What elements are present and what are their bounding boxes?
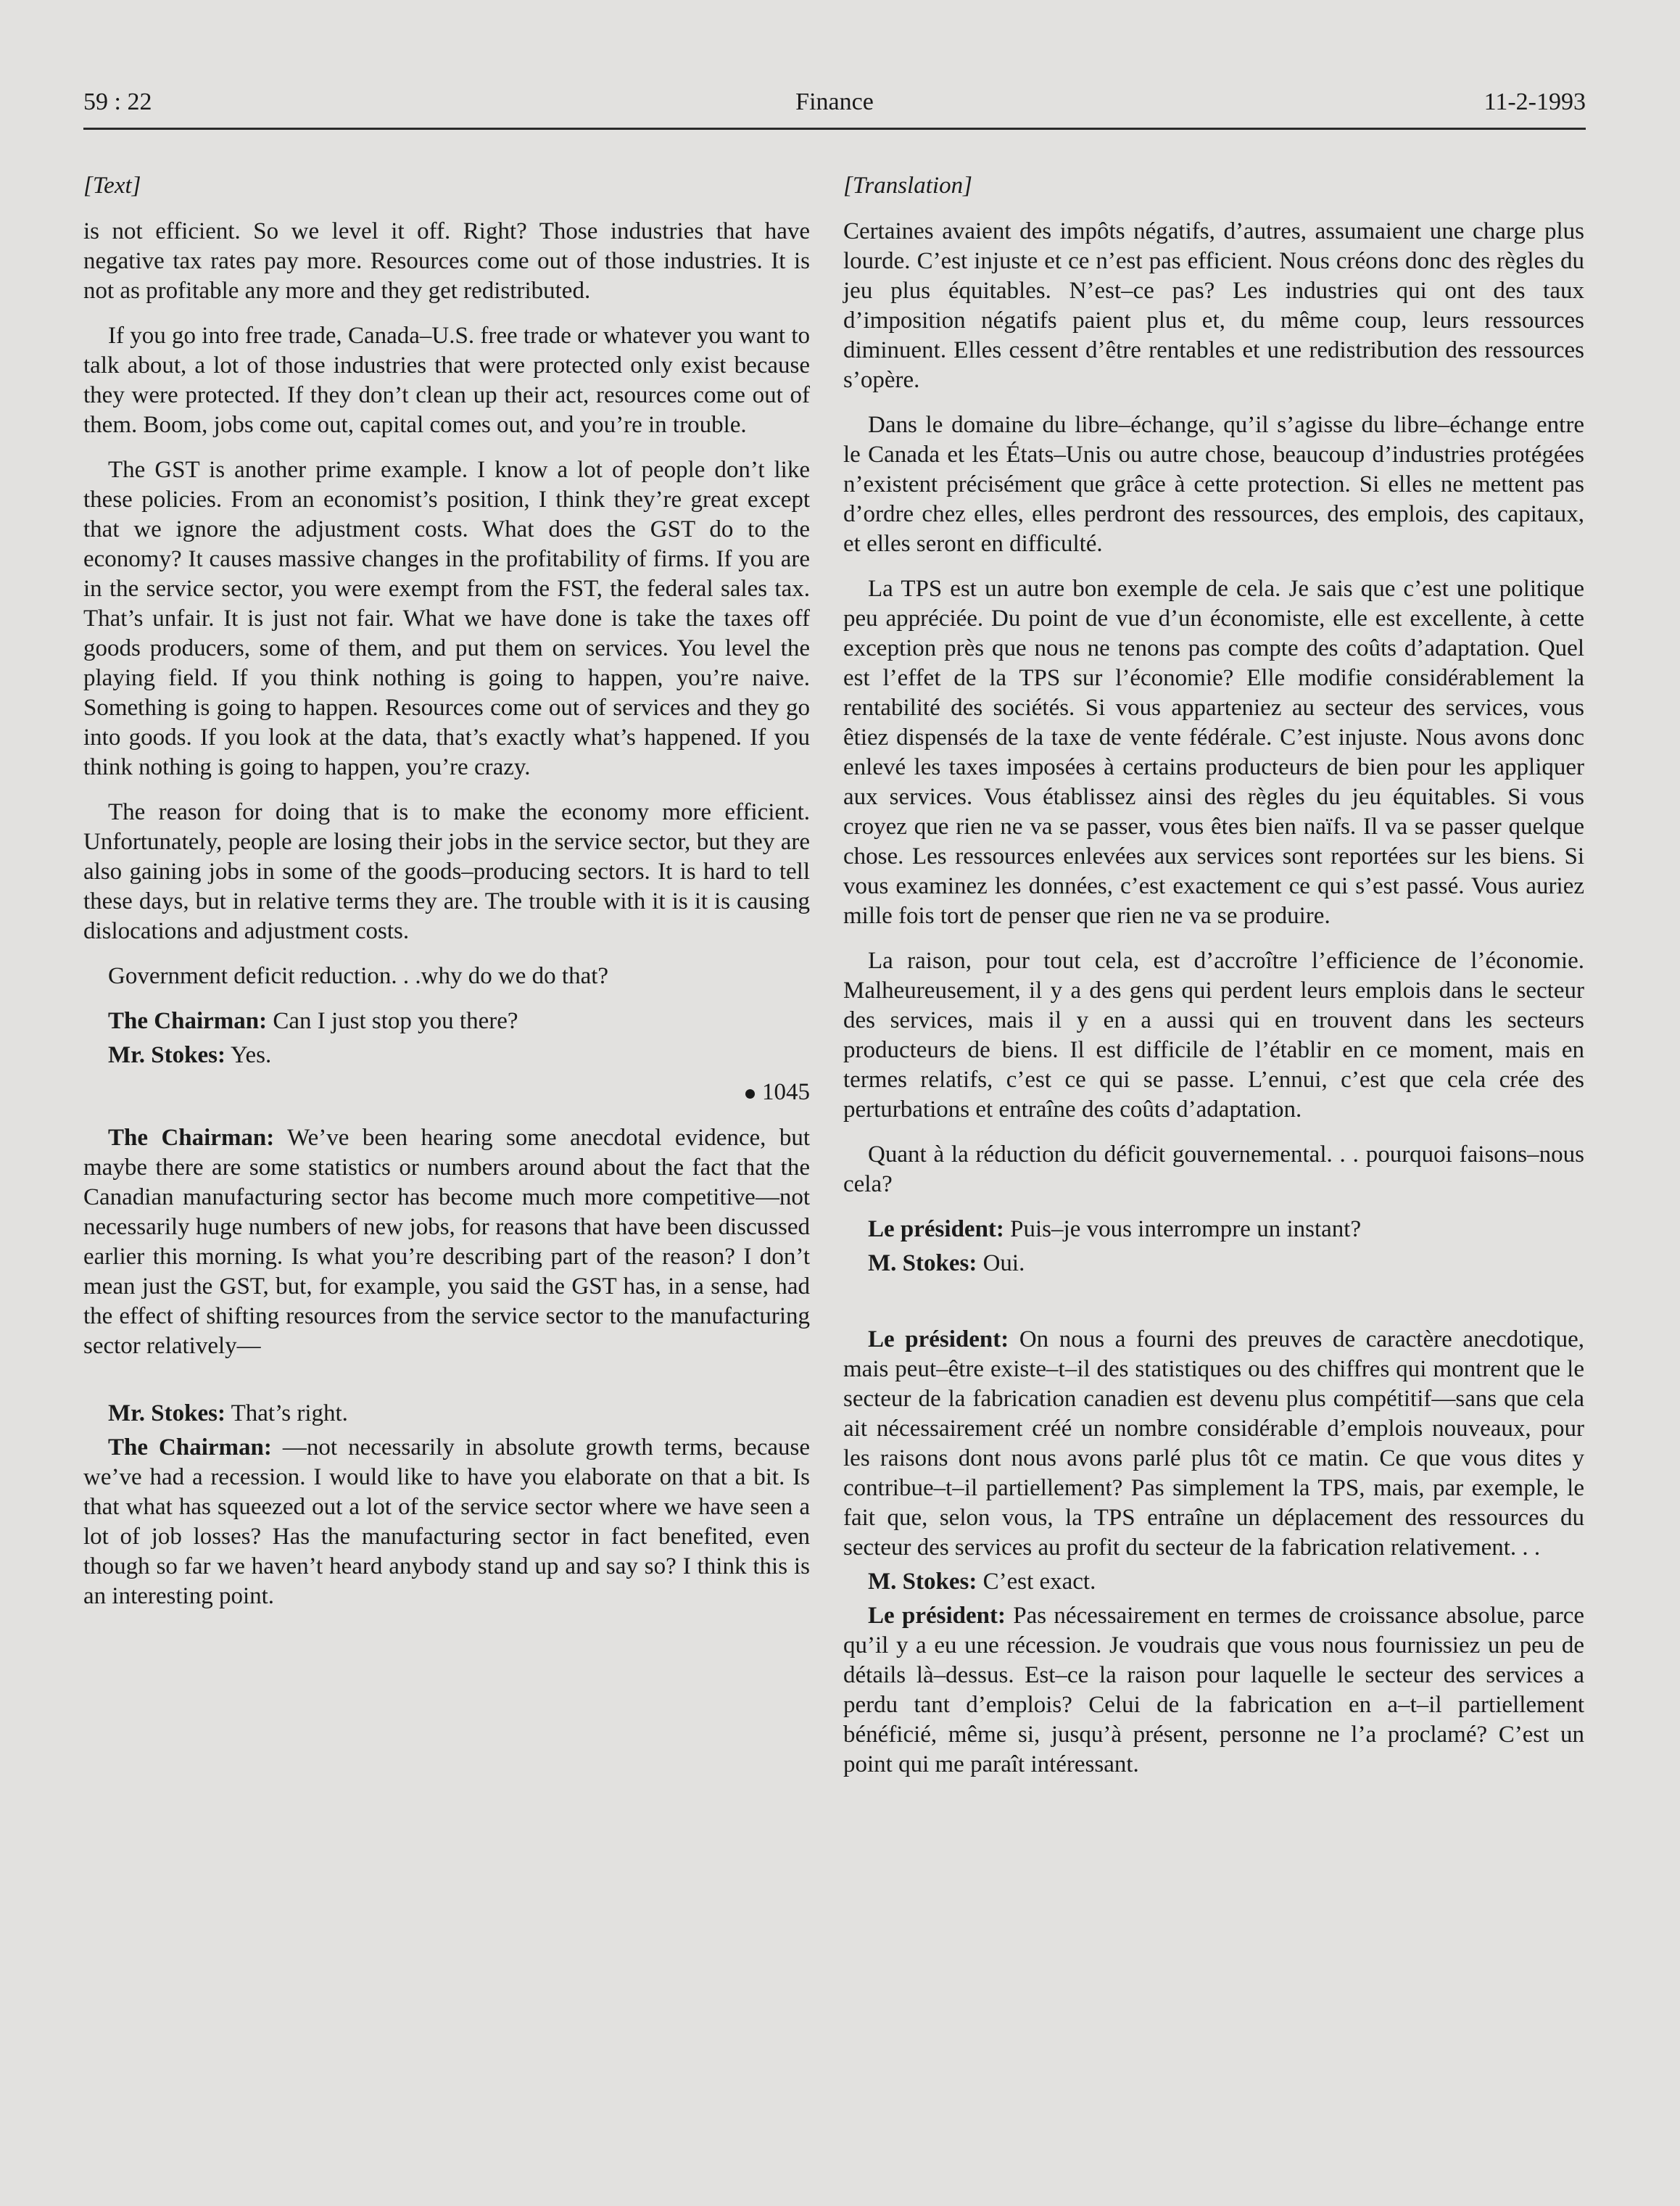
speaker-name: The Chairman:: [108, 1434, 272, 1461]
speaker-name: Le président:: [868, 1326, 1009, 1352]
paragraph: Dans le domaine du libre–échange, qu’il s’agisse du libre–échange entre le Canada et les États–Unis ou autre chose, beaucoup d’industries protégées n’existent précisément que grâce à cette protection. Si elles ne mettent pas d’ordre chez elles, elles perdront des ressources, des emplois, des capitaux, et elles seront en difficulté.: [843, 412, 1584, 557]
page-number: 59 : 22: [83, 88, 152, 115]
speaker-paragraph: [843, 1215, 1584, 1244]
speech-text: We’ve been hearing some anecdotal evidence, but maybe there are some statistics or numbers around about the fact that the Canadian manufacturing sector has become much more competitive—not necessarily huge numbers of new jobs, for reasons that have been discussed earlier this morning. Is what you’re describing part of the reason? I don’t mean just the GST, but, for example, you said the GST has, in a sense, had the effect of shifting resources from the service sector to the manufacturing sector relatively—: [83, 1125, 810, 1359]
header-rule: [83, 128, 1586, 130]
speech-text: Puis–je vous interrompre un instant?: [1004, 1216, 1362, 1242]
paragraph: Certaines avaient des impôts négatifs, d’autres, assumaient une charge plus lourde. C’est injuste et ce n’est pas efficient. Nous créons donc des règles du jeu plus équitables. N’est–ce pas? Les industries qui ont des taux d’imposition négatifs paient plus et, du même coup, leurs ressources diminuent. Elles cessent d’être rentables et une redistribution des ressources s’opère.: [843, 218, 1584, 393]
speaker-name: Le président:: [868, 1216, 1004, 1242]
speaker-name: The Chairman:: [108, 1125, 275, 1151]
page-date: 11-2-1993: [1484, 88, 1586, 115]
paragraph: is not efficient. So we level it off. Right? Those industries that have negative tax rates pay more. Resources come out of those industries. It is not as profitable any more and they get redistributed.: [83, 218, 810, 304]
page-title: Finance: [795, 88, 874, 115]
column-heading-translation: [Translation]: [843, 173, 972, 199]
speaker-paragraph: [83, 1433, 810, 1611]
paragraph: The reason for doing that is to make the economy more efficient. Unfortunately, people are losing their jobs in the service sector, but they are also gaining jobs in some of the goods–producing sectors. It is hard to tell these days, but in relative terms they are. The trouble with it is it is causing dislocations and adjustment costs.: [83, 799, 810, 944]
speech-text: C’est exact.: [977, 1569, 1096, 1595]
speaker-name: Le président:: [868, 1603, 1006, 1629]
speaker-paragraph: [843, 1601, 1584, 1780]
time-marker-label: 1045: [762, 1079, 810, 1105]
speaker-paragraph: [843, 1325, 1584, 1563]
paragraph: If you go into free trade, Canada–U.S. free trade or whatever you want to talk about, a lot of those industries that were protected only exist because they were protected. If they don’t clean up their act, resources come out of them. Boom, jobs come out, capital comes out, and you’re in trouble.: [83, 323, 810, 438]
paragraph: La TPS est un autre bon exemple de cela. Je sais que c’est une politique peu appréciée. Du point de vue d’un économiste, elle est excellente, à cette exception près que nous ne tenons pas compte des coûts d’adaptation. Quel est l’effet de la TPS sur l’économie? Elle modifie considérablement la rentabilité des sociétés. Si vous apparteniez au secteur des services, vous êtiez dispensés de la taxe de vente fédérale. C’est injuste. Nous avons donc enlevé les taxes imposées à certains producteurs de bien pour les appliquer aux services. Vous établissez ainsi des règles du jeu équitables. Si vous croyez que rien ne va se passer, vous êtes bien naïfs. Il va se passer quelque chose. Les ressources enlevées aux services sont reportées sur les biens. Si vous examinez les données, c’est exactement ce qui s’est passé. Vous auriez mille fois tort de penser que rien ne va se produire.: [843, 576, 1584, 929]
speaker-paragraph: [83, 1399, 810, 1429]
speaker-paragraph: [843, 1567, 1584, 1597]
speech-text: Oui.: [977, 1250, 1025, 1276]
paragraph: La raison, pour tout cela, est d’accroître l’efficience de l’économie. Malheureusement, il y a des gens qui perdent leurs emplois dans le secteur des services, mais il y en a aussi qui en trouvent dans les secteurs producteurs de biens. Il est difficile de l’établir en ce moment, mais en termes relatifs, c’est ce qui se passe. L’ennui, c’est que cela crée des perturbations et entraîne des coûts d’adaptation.: [843, 948, 1584, 1123]
speaker-name: Mr. Stokes:: [108, 1042, 225, 1068]
bullet-icon: [745, 1089, 755, 1099]
speaker-paragraph: [83, 1041, 810, 1070]
speaker-paragraph: [843, 1249, 1584, 1278]
speech-text: On nous a fourni des preuves de caractère anecdotique, mais peut–être existe–t–il des statistiques ou des chiffres qui montrent que le secteur de la fabrication canadien est devenu plus compétitif—sans que cela ait nécessairement créé un nombre considérable d’emplois nouveaux, pour les raisons dont nous avons parlé plus tôt ce matin. Ce que vous dites y contribue–t–il partiellement? Pas simplement la TPS, mais, par exemple, le fait que, selon vous, la TPS entraîne un déplacement des ressources du secteur des services au profit du secteur de la fabrication relativement. . .: [843, 1326, 1584, 1561]
speech-text: Pas nécessairement en termes de croissance absolue, parce qu’il y a eu une récession. Je voudrais que vous nous fournissiez un peu de détails là–dessus. Est–ce la raison pour laquelle le secteur des services a perdu tant d’emplois? Celui de la fabrication en a–t–il partiellement bénéficié, même si, jusqu’à présent, personne ne l’a proclamé? C’est un point qui me paraît intéressant.: [843, 1603, 1585, 1777]
speaker-name: M. Stokes:: [868, 1569, 977, 1595]
english-column: [83, 171, 810, 1627]
speaker-paragraph: [83, 1123, 810, 1361]
speech-text: Yes.: [225, 1042, 272, 1068]
speaker-name: Mr. Stokes:: [108, 1400, 225, 1426]
speech-text: —not necessarily in absolute growth terms, because we’ve had a recession. I would like to have you elaborate on that a bit. Is that what has squeezed out a lot of the service sector where we have seen a lot of job losses? Has the manufacturing sector in fact benefited, even though so far we haven’t heard anybody stand up and say so? I think this is an interesting point.: [83, 1434, 810, 1609]
speech-text: That’s right.: [225, 1400, 348, 1426]
time-marker: [83, 1078, 810, 1107]
paragraph: Government deficit reduction. . .why do we do that?: [108, 963, 609, 989]
french-column: [843, 171, 1584, 1795]
paragraph: Quant à la réduction du déficit gouvernemental. . . pourquoi faisons–nous cela?: [843, 1141, 1584, 1197]
speech-text: Can I just stop you there?: [267, 1008, 518, 1034]
speaker-name: M. Stokes:: [868, 1250, 977, 1276]
speaker-name: The Chairman:: [108, 1008, 268, 1034]
paragraph: The GST is another prime example. I know a lot of people don’t like these policies. From an economist’s position, I think they’re great except that we ignore the adjustment costs. What does the GST do to the economy? It causes massive changes in the profitability of firms. If you are in the service sector, you were exempt from the FST, the federal sales tax. That’s unfair. It is just not fair. What we have done is take the taxes off goods producers, some of them, and put them on services. You level the playing field. If you think nothing is going to happen, you’re naive. Something is going to happen. Resources come out of services and they go into goods. If you look at the data, that’s exactly what’s happened. If you think nothing is going to happen, you’re crazy.: [83, 457, 810, 780]
page-header: [83, 88, 1586, 132]
speaker-paragraph: [83, 1007, 810, 1036]
column-heading-text: [Text]: [83, 173, 141, 199]
